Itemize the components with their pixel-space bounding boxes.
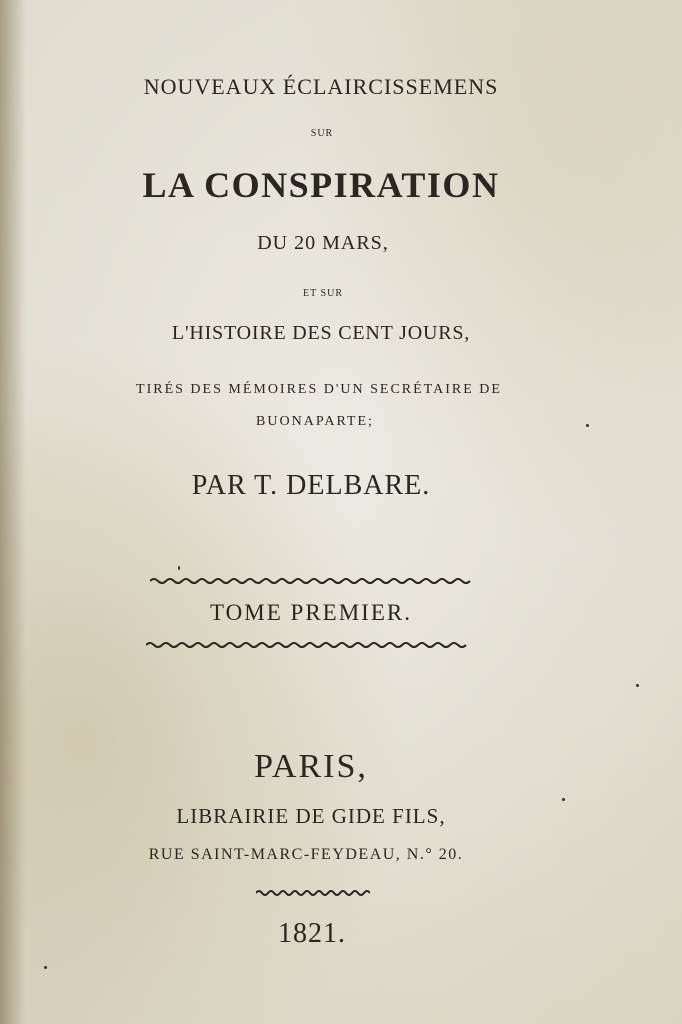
secondary-title: L'HISTOIRE DES CENT JOURS, — [171, 322, 471, 344]
ornamental-rule-imprint — [256, 888, 370, 898]
imprint-address: RUE SAINT-MARC-FEYDEAU, N.° 20. — [148, 846, 464, 863]
volume-line: TOME PREMIER. — [210, 600, 412, 625]
subtitle-line-1: NOUVEAUX ÉCLAIRCISSEMENS — [143, 74, 499, 99]
imprint-publisher: LIBRAIRIE DE GIDE FILS, — [176, 804, 446, 828]
spine-shadow — [0, 0, 26, 1024]
main-title: LA CONSPIRATION — [142, 165, 500, 205]
source-line-2: BUONAPARTE; — [256, 414, 374, 429]
imprint-city: PARIS, — [254, 748, 368, 785]
subtitle-line-2: SUR — [310, 128, 334, 139]
foxing-speck — [586, 424, 589, 427]
author-line: PAR T. DELBARE. — [191, 470, 431, 501]
foxing-speck — [44, 966, 47, 969]
foxing-speck — [562, 798, 565, 801]
ornamental-rule-top — [150, 576, 472, 586]
ornamental-rule-bottom — [146, 640, 472, 650]
foxing-speck — [636, 684, 639, 687]
source-line-1: TIRÉS DES MÉMOIRES D'UN SECRÉTAIRE DE — [136, 382, 502, 397]
imprint-year: 1821. — [278, 918, 346, 949]
foxing-speck — [178, 566, 180, 570]
title-date-line: DU 20 MARS, — [257, 232, 389, 254]
conjunction-line: ET SUR — [303, 288, 343, 299]
